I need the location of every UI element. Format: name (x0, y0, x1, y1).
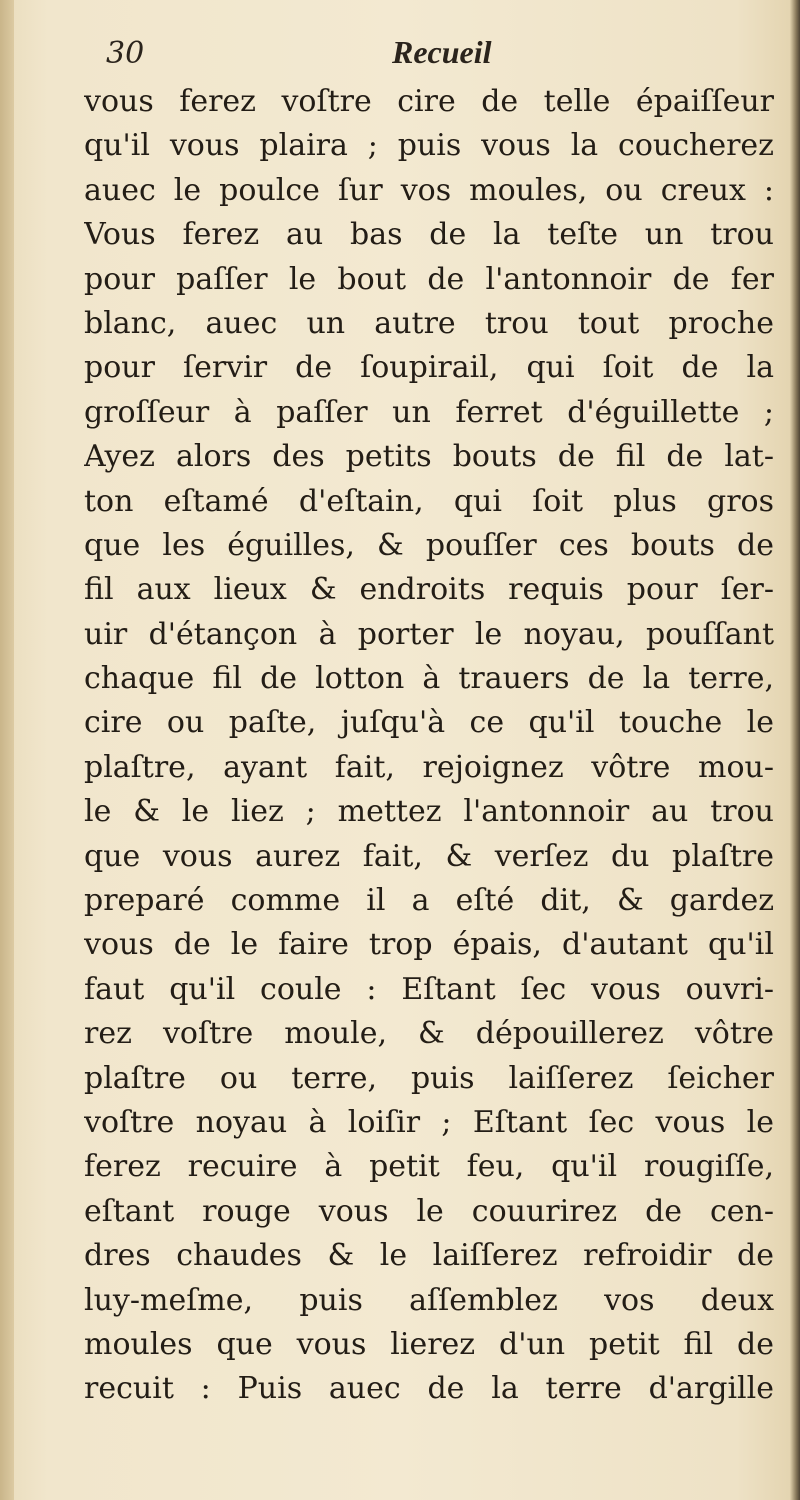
text-line: fil aux lieux & endroits requis pour ſer- (84, 572, 774, 608)
text-line: que vous aurez fait, & verſez du plaſtre (84, 838, 774, 874)
text-line: ferez recuire à petit feu, qu'il rougiſſe, (84, 1149, 774, 1185)
text-line: blanc, auec un autre trou tout proche (84, 305, 774, 341)
text-line: rez voſtre moule, & dépouillerez vôtre (84, 1016, 774, 1052)
text-line: moules que vous lierez d'un petit fil de (84, 1326, 774, 1362)
text-line: qu'il vous plaira ; puis vous la coucherez (84, 128, 774, 164)
page-right-edge-shadow (790, 0, 800, 1500)
page-number: 30 (106, 36, 145, 71)
text-line: faut qu'il coule : Eſtant ſec vous ouvri- (84, 971, 774, 1007)
text-line: groſſeur à paſſer un ferret d'éguillette ; (84, 394, 774, 430)
body-text (84, 80, 774, 1412)
text-line: plaſtre, ayant fait, rejoignez vôtre mou- (84, 749, 774, 785)
text-line: recuit : Puis auec de la terre d'argille (84, 1371, 774, 1407)
text-line: pour ſervir de ſoupirail, qui ſoit de la (84, 350, 774, 386)
text-line: le & le liez ; mettez l'antonnoir au trou (84, 794, 774, 830)
text-line: Ayez alors des petits bouts de fil de lat- (84, 439, 774, 475)
page-left-margin-shadow (0, 0, 14, 1500)
text-line: dres chaudes & le laiſſerez refroidir de (84, 1238, 774, 1274)
text-line: que les éguilles, & pouſſer ces bouts de (84, 527, 774, 563)
text-line: voſtre noyau à loiſir ; Eſtant ſec vous le (84, 1104, 774, 1140)
text-line: plaſtre ou terre, puis laiſſerez ſeicher (84, 1060, 774, 1096)
text-line: vous de le faire trop épais, d'autant qu'il (84, 927, 774, 963)
text-line: vous ferez voſtre cire de telle épaiſſeur (84, 84, 774, 119)
text-line: auec le poulce ſur vos moules, ou creux : (84, 172, 774, 208)
running-head-title: Recueil (392, 34, 492, 70)
text-line: uir d'étançon à porter le noyau, pouſſant (84, 616, 774, 652)
text-line: pour paſſer le bout de l'antonnoir de fer (84, 261, 774, 297)
text-line: Vous ferez au bas de la teſte un trou (84, 217, 774, 253)
text-line: luy-meſme, puis aſſemblez vos deux (84, 1282, 774, 1318)
text-line: chaque fil de lotton à trauers de la terre, (84, 661, 774, 697)
running-head (0, 30, 800, 80)
text-line: preparé comme il a eſté dit, & gardez (84, 883, 774, 919)
text-line: cire ou paſte, juſqu'à ce qu'il touche le (84, 705, 774, 741)
text-line: ton eſtamé d'eſtain, qui ſoit plus gros (84, 483, 774, 519)
text-line: eſtant rouge vous le couurirez de cen- (84, 1193, 774, 1229)
